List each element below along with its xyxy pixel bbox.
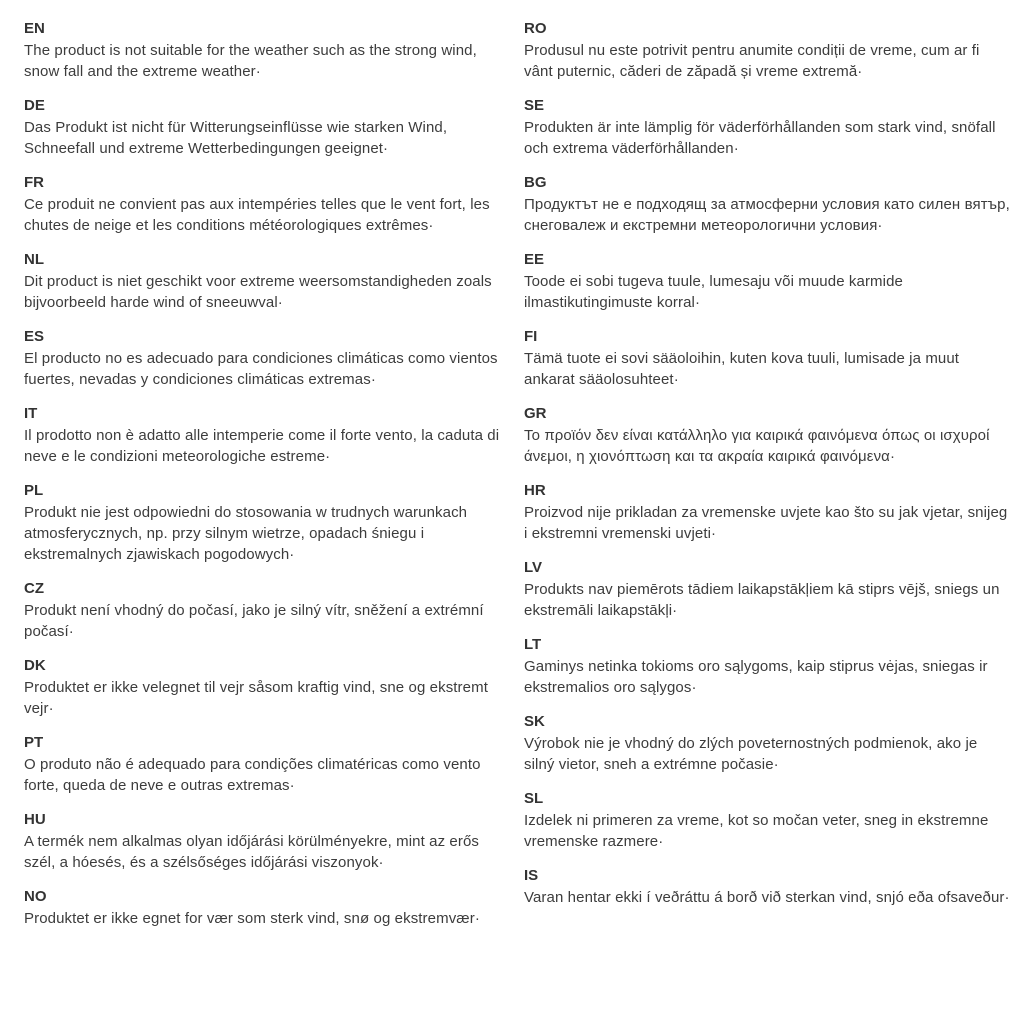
language-entry [524,790,1010,852]
translation-text: Toode ei sobi tugeva tuule, lumesaju või muude karmide ilmastikutingimuste korral· [524,273,903,311]
translation-text: Produkten är inte lämplig för väderförhållanden som stark vind, snöfall och extrema väderförhållanden· [524,119,996,157]
language-entry [524,174,1010,236]
right-column [524,20,1010,1024]
language-entry [24,657,510,719]
language-code: HU [24,811,46,828]
language-entry [524,636,1010,698]
language-entry [524,867,1010,908]
language-entry [524,97,1010,159]
translation-text: A termék nem alkalmas olyan időjárási körülményekre, mint az erős szél, a hóesés, és a szélsőséges időjárási viszonyok· [24,833,480,871]
language-code: DE [24,97,45,114]
language-entry [24,580,510,642]
language-code: NO [24,888,47,905]
translation-text: El producto no es adecuado para condiciones climáticas como vientos fuertes, nevadas y condiciones climáticas extremas· [24,350,498,388]
language-code: GR [524,405,547,422]
language-code: EN [24,20,45,37]
language-code: NL [24,251,44,268]
language-code: IT [24,405,38,422]
language-entry [524,328,1010,390]
translation-text: Produsul nu este potrivit pentru anumite condiții de vreme, cum ar fi vânt puternic, căderi de zăpadă și vreme extremă· [524,42,980,80]
language-code: ES [24,328,45,345]
language-entry [24,328,510,390]
translation-text: Продуктът не е подходящ за атмосферни условия като силен вятър, снеговалеж и екстремни метеорологични условия· [524,196,1010,234]
language-code: BG [524,174,547,191]
language-entry [24,405,510,467]
translation-text: Produktet er ikke velegnet til vejr såsom kraftig vind, sne og ekstremt vejr· [24,679,488,717]
language-code: HR [524,482,546,499]
language-code: IS [524,867,539,884]
language-code: PT [24,734,44,751]
language-code: SK [524,713,545,730]
translation-text: Das Produkt ist nicht für Witterungseinflüsse wie starken Wind, Schneefall und extreme Wetterbedingungen geeignet· [24,119,448,157]
language-code: PL [24,482,44,499]
translation-text: Dit product is niet geschikt voor extreme weersomstandigheden zoals bijvoorbeeld harde wind of sneeuwval· [24,273,492,311]
language-code: LV [524,559,543,576]
language-code: SL [524,790,544,807]
translation-text: Varan hentar ekki í veðráttu á borð við sterkan vind, snjó eða ofsaveður· [524,889,1010,906]
translation-text: Tämä tuote ei sovi sääoloihin, kuten kova tuuli, lumisade ja muut ankarat sääolosuhteet· [524,350,960,388]
language-entry [24,174,510,236]
language-entry [524,405,1010,467]
language-entry [24,20,510,82]
left-column [24,20,510,1024]
translation-text: Produktet er ikke egnet for vær som sterk vind, snø og ekstremvær· [24,910,480,927]
language-code: FR [24,174,44,191]
language-entry [524,482,1010,544]
language-entry [24,97,510,159]
language-entry [24,811,510,873]
translation-text: The product is not suitable for the weather such as the strong wind, snow fall and the extreme weather· [24,42,477,80]
language-entry [24,251,510,313]
translation-text: Το προϊόν δεν είναι κατάλληλο για καιρικά φαινόμενα όπως οι ισχυροί άνεμοι, η χιονόπτωση και τα ακραία καιρικά φαινόμενα· [524,427,990,465]
language-code: EE [524,251,545,268]
language-code: SE [524,97,545,114]
translation-text: Gaminys netinka tokioms oro sąlygoms, kaip stiprus vėjas, sniegas ir ekstremalios oro sąlygos· [524,658,988,696]
language-code: LT [524,636,542,653]
language-entry [24,888,510,929]
language-code: FI [524,328,538,345]
translation-text: Il prodotto non è adatto alle intemperie come il forte vento, la caduta di neve e le condizioni meteorologiche estreme· [24,427,500,465]
translation-text: Produkt nie jest odpowiedni do stosowania w trudnych warunkach atmosferycznych, np. przy silnym wietrze, opadach śniegu i ekstremalnych zjawiskach pogodowych· [24,504,468,563]
language-entry [24,482,510,565]
translation-text: Ce produit ne convient pas aux intempéries telles que le vent fort, les chutes de neige et les conditions météorologiques extrêmes· [24,196,490,234]
language-entry [524,713,1010,775]
language-entry [524,20,1010,82]
translation-text: O produto não é adequado para condições climatéricas como vento forte, queda de neve e outras extremas· [24,756,481,794]
translation-text: Proizvod nije prikladan za vremenske uvjete kao što su jak vjetar, snijeg i ekstremni vremenski uvjeti· [524,504,1008,542]
translation-text: Produkts nav piemērots tādiem laikapstākļiem kā stiprs vējš, sniegs un ekstremāli laikapstākļi· [524,581,1000,619]
language-code: CZ [24,580,44,597]
language-entry [524,251,1010,313]
language-entry [24,734,510,796]
language-entry [524,559,1010,621]
language-code: DK [24,657,46,674]
translation-text: Výrobok nie je vhodný do zlých poveternostných podmienok, ako je silný vietor, sneh a extrémne počasie· [524,735,978,773]
translation-text: Izdelek ni primeren za vreme, kot so močan veter, sneg in ekstremne vremenske razmere· [524,812,989,850]
language-code: RO [524,20,547,37]
translation-text: Produkt není vhodný do počasí, jako je silný vítr, sněžení a extrémní počasí· [24,602,484,640]
